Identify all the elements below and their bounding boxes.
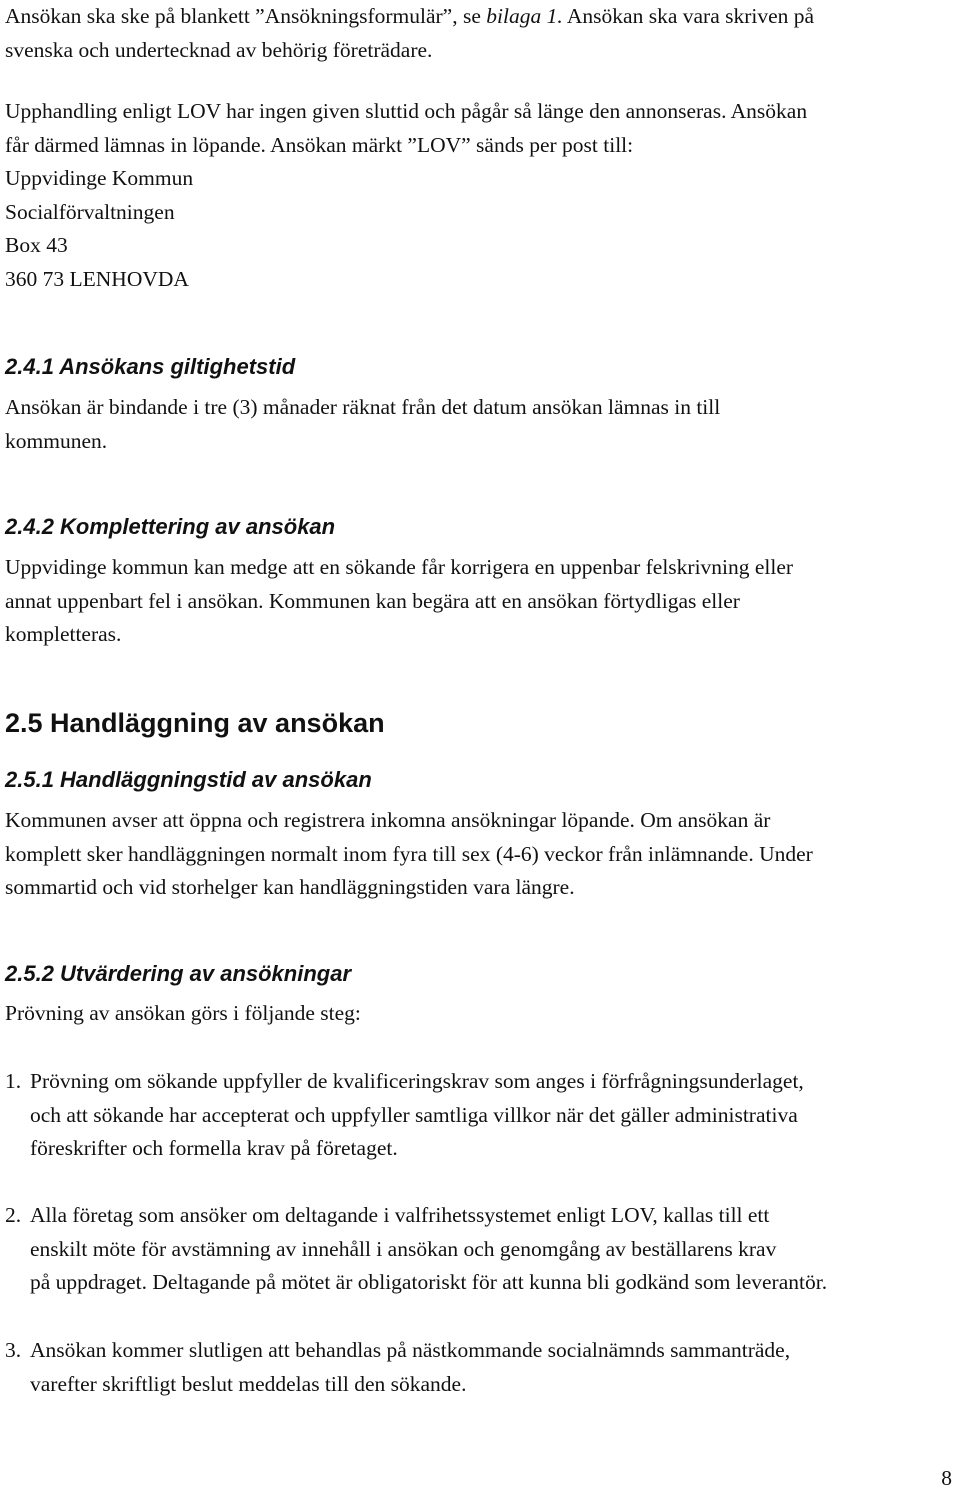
list-item-line: enskilt möte för avstämning av innehåll i ansökan och genomgång av beställarens krav — [30, 1236, 777, 1261]
section-heading-2-4-1: 2.4.1 Ansökans giltighetstid — [5, 354, 296, 379]
section-2-5-2-intro: Prövning av ansökan görs i följande steg: — [5, 1001, 361, 1025]
section-heading-2-4-2: 2.4.2 Komplettering av ansökan — [5, 514, 336, 539]
list-item-line: varefter skriftligt beslut meddelas till den sökande. — [30, 1371, 467, 1396]
intro-line-1: Ansökan ska ske på blankett ”Ansökningsformulär”, se bilaga 1. Ansökan ska vara skriven på — [5, 4, 815, 28]
section-heading-2-5-1: 2.5.1 Handläggningstid av ansökan — [5, 767, 372, 792]
list-number: 2. — [5, 1203, 22, 1227]
paragraph-line: Uppvidinge kommun kan medge att en sökande får korrigera en uppenbar felskrivning eller — [5, 555, 794, 579]
address-line: Box 43 — [5, 233, 68, 257]
address-line: Uppvidinge Kommun — [5, 166, 194, 190]
list-item-line: föreskrifter och formella krav på företaget. — [30, 1136, 398, 1160]
paragraph-line: Ansökan är bindande i tre (3) månader räknat från det datum ansökan lämnas in till — [5, 395, 721, 419]
address-line: 360 73 LENHOVDA — [5, 266, 189, 291]
lov-line-2: får därmed lämnas in löpande. Ansökan märkt ”LOV” sänds per post till: — [5, 132, 634, 157]
page-number: 8 — [941, 1466, 952, 1490]
list-item-line: och att sökande har accepterat och uppfyller samtliga villkor när det gäller administrativa — [30, 1102, 798, 1127]
section-heading-2-5-2: 2.5.2 Utvärdering av ansökningar — [5, 961, 352, 986]
lov-paragraph — [5, 95, 955, 296]
intro-paragraph — [5, 0, 955, 67]
paragraph-line: Kommunen avser att öppna och registrera inkomna ansökningar löpande. Om ansökan är — [5, 808, 771, 832]
list-item-line: Alla företag som ansöker om deltagande i valfrihetssystemet enligt LOV, kallas till ett — [30, 1203, 770, 1227]
paragraph-line: kommunen. — [5, 428, 108, 453]
list-number: 3. — [5, 1338, 22, 1362]
address-line: Socialförvaltningen — [5, 199, 175, 224]
paragraph-line: kompletteras. — [5, 622, 122, 646]
section-2-4-2-paragraph — [5, 551, 955, 652]
section-2-5-1-paragraph — [5, 804, 955, 905]
list-item-line: på uppdraget. Deltagande på mötet är obligatoriskt för att kunna bli godkänd som leverantör. — [30, 1270, 828, 1294]
list-item-line: Prövning om sökande uppfyller de kvalificeringskrav som anges i förfrågningsunderlaget, — [30, 1069, 804, 1093]
lov-line-1: Upphandling enligt LOV har ingen given sluttid och pågår så länge den annonseras. Ansökan — [5, 99, 808, 123]
paragraph-line: annat uppenbart fel i ansökan. Kommunen kan begära att en ansökan förtydligas eller — [5, 588, 740, 613]
list-item-line: Ansökan kommer slutligen att behandlas på nästkommande socialnämnds sammanträde, — [30, 1338, 791, 1362]
paragraph-line: sommartid och vid storhelger kan handläggningstiden vara längre. — [5, 875, 575, 899]
section-2-4-1-paragraph — [5, 391, 955, 458]
intro-line-2: svenska och undertecknad av behörig företrädare. — [5, 37, 433, 62]
section-heading-2-5: 2.5 Handläggning av ansökan — [5, 708, 385, 738]
paragraph-line: komplett sker handläggningen normalt inom fyra till sex (4-6) veckor från inlämnande. Under — [5, 841, 813, 866]
list-number: 1. — [5, 1069, 22, 1093]
